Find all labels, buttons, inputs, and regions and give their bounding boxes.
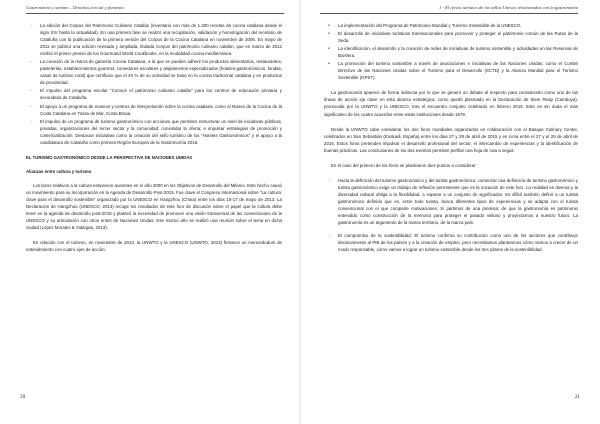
bullet-list <box>324 22 578 81</box>
paragraph: Desde la UNWTO cabe considerar los dos foros mundiales organizados en colaboración con el Basque Culinary Center, celebrados en San Sebastián (Euskadi, España) entre los días 27 y 28 de abril de 2015 y en Lima entre el 27 y el 29 de abril de 2016. Estos foros pretenden impulsar el desarrollo profesional del sector, el intercambio de experiencias y la identificación de buenas prácticas. Las conclusiones de los dos eventos permiten perfilar una hoja de ruta a seguir. <box>324 126 578 153</box>
header-rule <box>26 13 284 14</box>
section-title: EL TURISMO GASTRONÓMICO DESDE LA PERSPECTIVA DE NACIONES UNIDAS <box>26 154 193 160</box>
paragraph: La gastronomía aparece de forma indirecta por lo que se generó un debate al respecto para considerarlo como uno de las líneas de acción eje clave en esta alianza estratégica, como quedó plasmado en la Declaración de Siem Reap (Camboya), promovida por la UNWTO y la UNESCO, tras el encuentro conjunto celebrado en febrero 2015. Este es sin duda el más significativo de los cuatro acuerdos entre estas instituciones desde 1979. <box>324 90 578 117</box>
page-number: 21 <box>574 394 580 400</box>
list-item: ● La promoción del turismo sostenible a través de asociaciones e iniciativas de las Naciones Unidas, como el Comité Directivo de las Naciones Unidas sobre el Turismo para el Desarrollo (SCTD) y la Alianza Mundial para el Turismo Sostenible (GPST). <box>324 60 578 81</box>
list-item: - La creación de la marca de garantía Cocina Catalana, a la que se pueden adherir los productos alimentarios, restaurantes, pastelerías, establecimientos gourmet, comedores escolares y alojamientos especializados (hoteles-gastronómicos, fondas, casas de turismo rural) que certifican que el 40 % de su actividad se basa en la cocina tradicional catalana y en productos de proximidad. <box>26 58 282 86</box>
list-item: ● El desarrollo de iniciativas turísticas transnacionales para promover y proteger el patrimonio común de las Rutas de la Seda. <box>324 30 578 44</box>
list-item: - El impulso del programa escolar “Conocé el patrimonio culinario catalán” para los centros de educación primaria y secundaria de Cataluña. <box>26 87 282 101</box>
dash-list <box>324 177 578 253</box>
page-body <box>26 22 282 254</box>
paragraph: En el caso del primero de los foros se plantearon diez puntos a considerar: <box>331 162 477 168</box>
header-rule <box>320 13 578 14</box>
list-item: - Hacia la definición del turismo gastronómico y del turista gastronómico: comenzar una definición de turismo gastronómico y turista gastronómico exige un trabajo de reflexión permanente que es la vocación de este foro. La realidad es diversa y la diversidad cultural obliga a la flexibilidad, a superar a un conjunto de significados. Es difícil también definir a un turista gastronómico definido que es, entre todo turista, busca diferentes tipos de experiencias y se adapta con el turista convencional con el que comparte motivaciones. Si partimos de una premisa: de que la gastronomía es patrimonio entendido como construcción de la memoria para proteger el pasado valioso y proyectarnos a nuestro futuro. La gastronomía es un argumento de la marca territorio, de la marca país. <box>324 177 578 226</box>
book-gutter <box>299 0 301 424</box>
list-item: ● La identificación, el desarrollo y la creación de redes de iniciativas de turismo sostenible y actividades en las Reservas de Biosfera. <box>324 45 578 59</box>
right-page <box>300 0 600 424</box>
list-item: - El apoyo a un programa de museos y centros de interpretación sobre la cocina catalana, como el Museo de la Cocina de la Costa Catalana en Tossa de Mar, Costa Brava. <box>26 103 282 117</box>
running-header: 1 - El efecto turístico de los sellos Unesco relacionados con la gastronomía <box>439 5 578 10</box>
subsection-title: Alianzas entre cultura y turismo <box>26 168 92 174</box>
bullet-list <box>26 22 282 146</box>
page-body <box>324 22 578 254</box>
list-item: - La edición del Corpus del Patrimonio Culinario Catalán (inventario con más de 1.200 recetas de cocina catalana desde el siglo XIV hasta la actualidad). En una primera fase se realizó una recopilación, validación y homologación del recetario de Cataluña con la publicación de la primera versión del Corpus de la Cocina Catalana en noviembre de 2006. En mayo de 2011 se publicó una edición revisada y ampliada, titulada Corpus del patrimonio culinario catalán, que en marzo de 2012 recibió el primer premio de los Gourmand World Cookbooks, en la modalidad cocina mediterránea. <box>26 22 282 57</box>
page-number: 20 <box>20 394 26 400</box>
paragraph: En relación con el turismo, en noviembre de 2013, la UNWTO y la UNESCO (UNWTO, 2013) firmaron un memorándum de entendimiento con cuatro ejes de acción: <box>26 240 282 253</box>
list-item: ● La implementación del Programa de Patrimonio Mundial y Turismo Sostenible de la UNESCO. <box>324 22 578 29</box>
list-item: - El compromiso de la sostenibilidad: El turismo confirma su contribución como uno de los sectores que contribuye decisivamente al PIB de los países y a la creación de empleo, pero necesitamos plantearnos cómo vamos a crecer de un modo responsable, cómo vamos a lograr un turismo sostenible desde los tres pilares de la sostenibilidad <box>324 232 578 253</box>
running-header: Gastronomía y turismo – Destinos con sal y pimienta <box>26 5 124 10</box>
paragraph: Los lazos relativos a la cultura estuvieron ausentes en el año 2000 en los Objetivos de Desarrollo del Milenio. Este hecho causó un movimiento para su incorporación en la Agenda de Desarrollo Post-2015. Fue clave el Congreso Internacional sobre “La cultura: clave para el desarrollo sostenible” organizado por la UNESCO en Hangzhou (China) entre los días 15-17 de mayo de 2013. La Declaración de Hangzhou (UNESCO, 2013) recoge los resultados de este foro de discusión sobre el papel que la cultura debe tener en la agenda de desarrollo post-2015 y planteó la necesidad de promover una visión transversal de las convenciones de la UNESCO y su articulación con otros entes de Naciones Unidas. Ese mismo año se realizó una reunión sobre el tema en dicha ciudad (López Morales & Vidargas, 2013). <box>26 182 282 231</box>
list-item: - El impulso de un programa de turismo gastronómico con acciones que permiten estructurar un nivel de iniciativas públicas, privadas, organizaciones del tercer sector y la comunidad; consolidar la oferta; e impulsar estrategias de promoción y comercialización. Destacan iniciativas como la creación del sello turístico de los “Hoteles Gastronómicos” y el apoyo a la candidatura de Cataluña como primera Región Europea de la Gastronomía 2016. <box>26 118 282 146</box>
